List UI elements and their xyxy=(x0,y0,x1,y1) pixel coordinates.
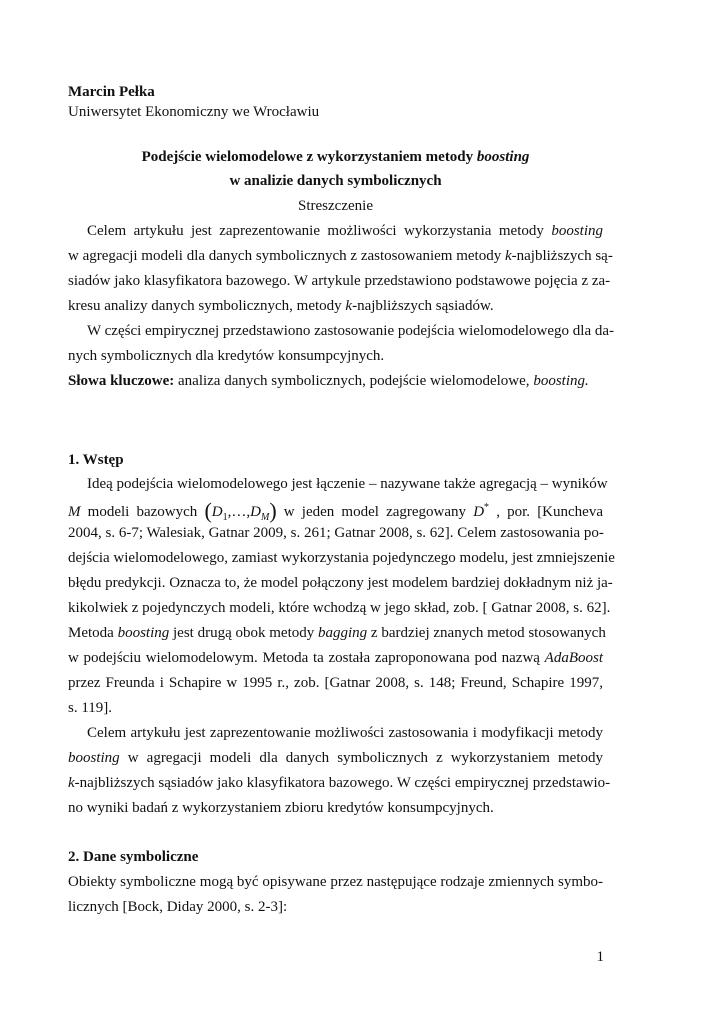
paper-title-line1: Podejście wielomodelowe z wykorzystaniem metody boosting xyxy=(141,149,530,165)
body-line-formula: M modeli bazowych $(D_1,\dots,D_M)$ w jeden model zagregowany D* , por. [Kuncheva xyxy=(68,498,603,523)
body-line: s. 119]. xyxy=(68,700,113,716)
body-line: 2004, s. 6-7; Walesiak, Gatnar 2009, s. 261; Gatnar 2008, s. 62]. Celem zastosowania po- xyxy=(68,525,604,541)
section2-heading: 2. Dane symboliczne xyxy=(68,849,199,865)
body-line: Ideą podejścia wielomodelowego jest łączenie – nazywane także agregacją – wyników xyxy=(87,476,608,492)
abstract-heading: Streszczenie xyxy=(298,198,373,214)
body-line: boosting w agregacji modeli dla danych symbolicznych z wykorzystaniem metody xyxy=(68,750,603,766)
body-line: w podejściu wielomodelowym. Metoda ta została zaproponowana pod nazwą AdaBoost xyxy=(68,650,603,666)
abstract-line: kresu analizy danych symbolicznych, metody k-najbliższych sąsiadów. xyxy=(68,298,494,314)
abstract-line: Celem artykułu jest zaprezentowanie możliwości wykorzystania metody boosting xyxy=(87,223,603,239)
author-affiliation: Uniwersytet Ekonomiczny we Wrocławiu xyxy=(68,104,320,120)
body-line: Celem artykułu jest zaprezentowanie możliwości zastosowania i modyfikacji metody xyxy=(87,725,603,741)
body-line: błędu predykcji. Oznacza to, że model połączony jest modelem bardziej dokładnym niż ja- xyxy=(68,575,613,591)
abstract-line: nych symbolicznych dla kredytów konsumpcyjnych. xyxy=(68,348,385,364)
author-name: Marcin Pełka xyxy=(68,84,155,100)
abstract-line: W części empirycznej przedstawiono zastosowanie podejścia wielomodelowego dla da- xyxy=(87,323,615,339)
body-line: no wyniki badań z wykorzystaniem zbioru kredytów konsumpcyjnych. xyxy=(68,800,494,816)
paper-title-line2: w analizie danych symbolicznych xyxy=(229,173,442,189)
keywords: Słowa kluczowe: analiza danych symbolicznych, podejście wielomodelowe, boosting. xyxy=(68,373,589,389)
page-number: 1 xyxy=(596,949,604,965)
body-line: licznych [Bock, Diday 2000, s. 2-3]: xyxy=(68,899,288,915)
section1-heading: 1. Wstęp xyxy=(68,452,124,468)
body-line: przez Freunda i Schapire w 1995 r., zob. [Gatnar 2008, s. 148; Freund, Schapire 1997, xyxy=(68,675,603,691)
abstract-line: w agregacji modeli dla danych symbolicznych z zastosowaniem metody k-najbliższych są- xyxy=(68,248,613,264)
body-line: k-najbliższych sąsiadów jako klasyfikatora bazowego. W części empirycznej przedstawio- xyxy=(68,775,611,791)
body-line: Metoda boosting jest drugą obok metody bagging z bardziej znanych metod stosowanych xyxy=(68,625,606,641)
body-line: kikolwiek z pojedynczych modeli, które wchodzą w jego skład, zob. [ Gatnar 2008, s. 62]. xyxy=(68,600,611,616)
body-line: dejścia wielomodelowego, zamiast wykorzystania pojedynczego modelu, jest zmniejszenie xyxy=(68,550,615,566)
abstract-line: siadów jako klasyfikatora bazowego. W artykule przedstawiono podstawowe pojęcia z za- xyxy=(68,273,611,289)
body-line: Obiekty symboliczne mogą być opisywane przez następujące rodzaje zmiennych symbo- xyxy=(68,874,603,890)
